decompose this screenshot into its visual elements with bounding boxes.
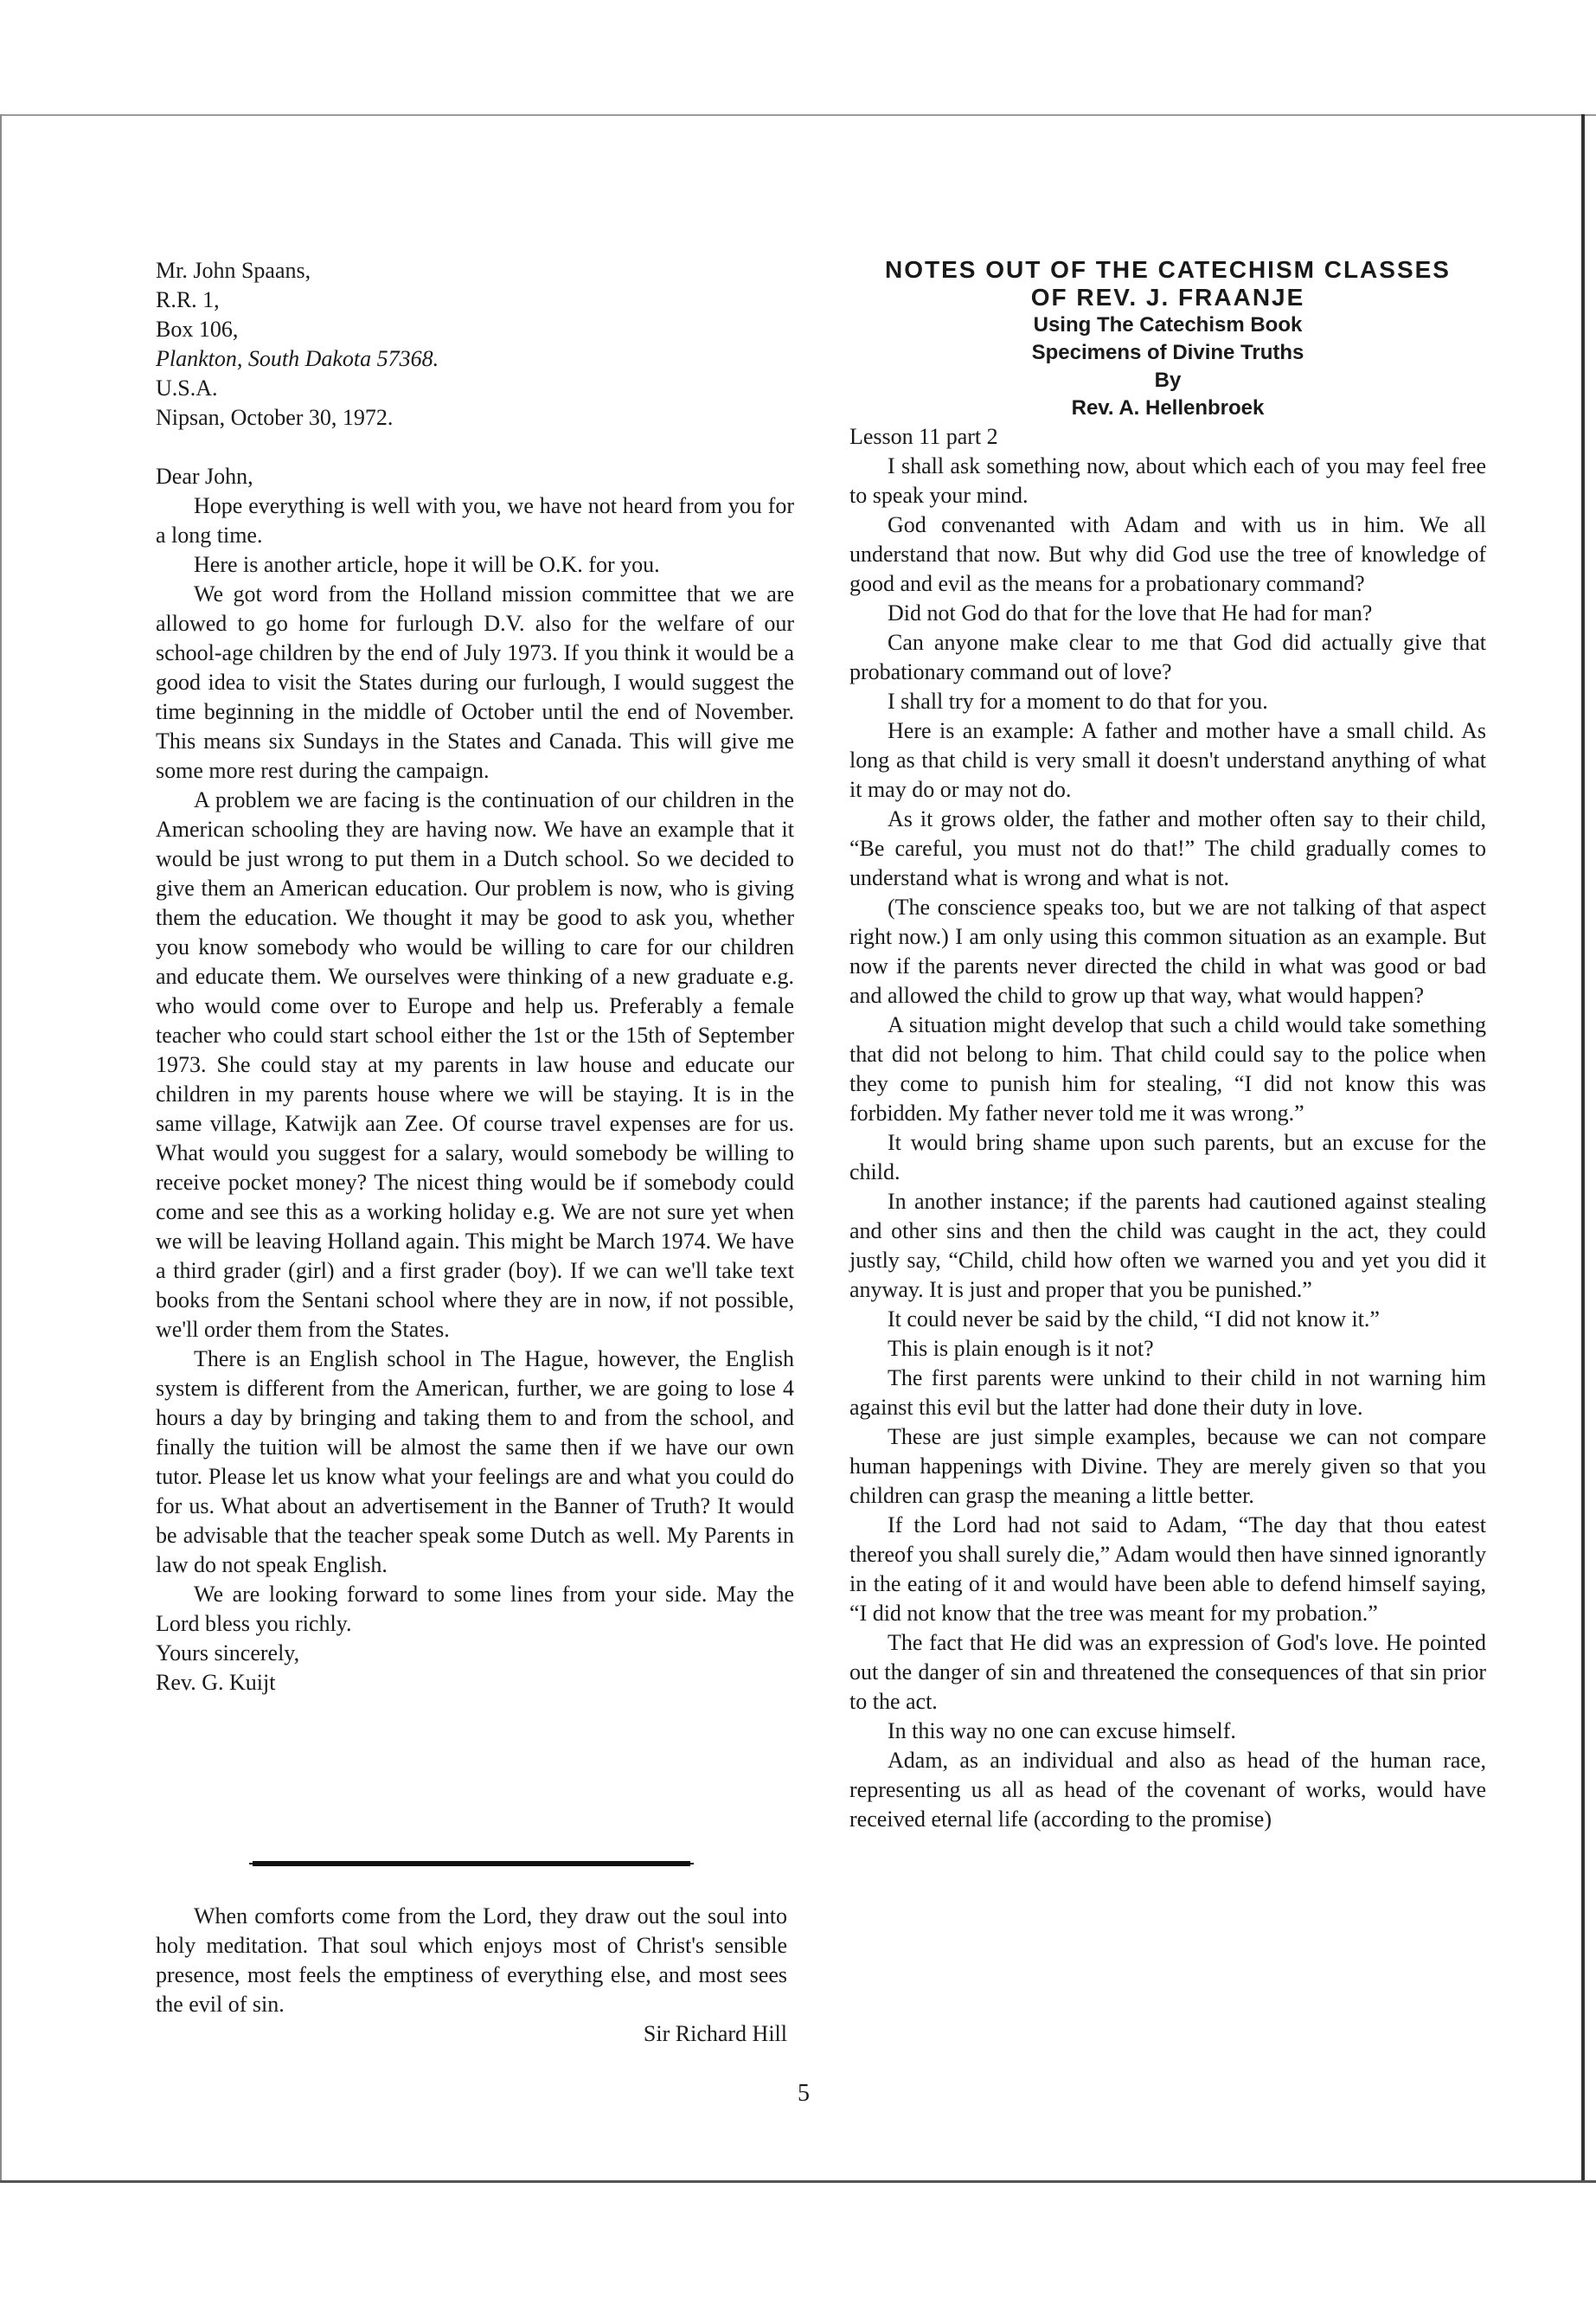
notes-paragraph: Did not God do that for the love that He had for man? xyxy=(888,600,1373,626)
notes-paragraph: Adam, as an individual and also as head of the human race, representing us all as head of the covenant of works, would have received eternal life (according to the promise) xyxy=(849,1748,1486,1832)
page-number: 5 xyxy=(798,2080,810,2107)
letter-salutation: Dear John, xyxy=(156,464,253,489)
notes-paragraph: As it grows older, the father and mother often say to their child, “Be careful, you must not do that!” The child gradually comes to understand what is wrong and what is not. xyxy=(849,806,1486,890)
notes-paragraph: The fact that He did was an expression of God's love. He pointed out the danger of sin and threatened the consequences of that sin prior to the act. xyxy=(849,1630,1486,1714)
notes-paragraph: The first parents were unkind to their child in not warning him against this evil but the latter had done their duty in love. xyxy=(849,1365,1486,1420)
notes-subtitle: By xyxy=(1154,369,1182,392)
letter-date: Nipsan, October 30, 1972. xyxy=(156,405,394,430)
notes-subtitle: Specimens of Divine Truths xyxy=(1031,341,1304,364)
notes-paragraph: This is plain enough is it not? xyxy=(888,1336,1154,1361)
notes-title: OF REV. J. FRAANJE xyxy=(1030,284,1305,311)
notes-column xyxy=(849,256,1486,1834)
address-line: Box 106, xyxy=(156,317,239,342)
notes-paragraph: These are just simple examples, because we can not compare human happenings with Divine. They are merely given so that you children can grasp the meaning a little better. xyxy=(849,1424,1486,1508)
notes-paragraph: It would bring shame upon such parents, but an excuse for the child. xyxy=(849,1130,1486,1184)
notes-title: NOTES OUT OF THE CATECHISM CLASSES xyxy=(885,256,1451,283)
notes-paragraph: I shall ask something now, about which each of you may feel free to speak your mind. xyxy=(849,453,1486,508)
address-line: R.R. 1, xyxy=(156,287,220,312)
scan-left-edge xyxy=(0,114,2,2180)
quote-block xyxy=(156,1902,787,2049)
notes-paragraph: In this way no one can excuse himself. xyxy=(888,1718,1236,1743)
notes-paragraph: God convenanted with Adam and with us in him. We all understand that now. But why did God use the tree of knowledge of good and evil as the means for a probationary command? xyxy=(849,512,1486,596)
letter-paragraph: There is an English school in The Hague, however, the English system is different from the American, further, we are going to lose 4 hours a day by bringing and taking them to and from the school, and finally the tuition will be almost the same then if we have our own tutor. Please let us know what your feelings are and what you could do for us. What about an advertisement in the Banner of Truth? It would be advisable that the teacher speak some Dutch as well. My Parents in law do not speak English. xyxy=(156,1346,794,1577)
address-line: Mr. John Spaans, xyxy=(156,258,311,283)
letter-paragraph: Here is another article, hope it will be O.K. for you. xyxy=(194,552,660,577)
lesson-label: Lesson 11 part 2 xyxy=(849,424,998,449)
notes-author: Rev. A. Hellenbroek xyxy=(1071,396,1265,420)
address-line: Plankton, South Dakota 57368. xyxy=(156,346,439,371)
letter-address xyxy=(156,256,794,433)
letter-closing: Yours sincerely, xyxy=(156,1640,300,1665)
letter-paragraph: We are looking forward to some lines from your side. May the Lord bless you richly. xyxy=(156,1582,794,1636)
quote-text: When comforts come from the Lord, they draw out the soul into holy meditation. That soul which enjoys most of Christ's sensible presence, most feels the emptiness of everything else, and most sees the evil of sin. xyxy=(156,1903,787,2017)
notes-paragraph: I shall try for a moment to do that for you. xyxy=(888,689,1268,714)
address-line: U.S.A. xyxy=(156,375,218,401)
scan-bottom-margin xyxy=(0,2180,1596,2304)
notes-paragraph: If the Lord had not said to Adam, “The day that thou eatest thereof you shall surely die,” Adam would then have sinned ignorantly in the eating of it and would have been able to defend himself saying, “I did not know that the tree was meant for my probation.” xyxy=(849,1512,1486,1626)
quote-author: Sir Richard Hill xyxy=(643,2021,787,2046)
notes-paragraph: Can anyone make clear to me that God did actually give that probationary command out of love? xyxy=(849,630,1486,684)
notes-paragraph: (The conscience speaks too, but we are not talking of that aspect right now.) I am only using this common situation as an example. But now if the parents never directed the child in what was good or bad and allowed the child to grow up that way, what would happen? xyxy=(849,895,1486,1008)
notes-paragraph: In another instance; if the parents had cautioned against stealing and other sins and then the child was caught in the act, they could justly say, “Child, child how often we warned you and yet you did it anyway. It is just and proper that you be punished.” xyxy=(849,1189,1486,1302)
letter-column xyxy=(156,256,794,1698)
scan-right-edge xyxy=(1581,114,1585,2180)
notes-paragraph: A situation might develop that such a child would take something that did not belong to him. That child could say to the police when they come to punish him for stealing, “I did not know this was forbidden. My father never told me it was wrong.” xyxy=(849,1012,1486,1126)
letter-paragraph: Hope everything is well with you, we have not heard from you for a long time. xyxy=(156,493,794,548)
notes-subtitle: Using The Catechism Book xyxy=(1033,313,1303,337)
notes-paragraph: It could never be said by the child, “I did not know it.” xyxy=(888,1306,1380,1332)
notes-heading xyxy=(849,256,1486,422)
notes-paragraph: Here is an example: A father and mother have a small child. As long as that child is very small it doesn't understand anything of what it may do or may not do. xyxy=(849,718,1486,802)
section-divider xyxy=(253,1861,690,1866)
letter-signature: Rev. G. Kuijt xyxy=(156,1670,276,1695)
letter-paragraph: We got word from the Holland mission committee that we are allowed to go home for furlough D.V. also for the welfare of our school-age children by the end of July 1973. If you think it would be a good idea to visit the States during our furlough, I would suggest the time beginning in the middle of October until the end of November. This means six Sundays in the States and Canada. This will give me some more rest during the campaign. xyxy=(156,581,794,783)
letter-paragraph: A problem we are facing is the continuation of our children in the American schooling they are having now. We have an example that it would be just wrong to put them in a Dutch school. So we decided to give them an American education. Our problem is now, who is giving them the education. We thought it may be good to ask you, whether you know somebody who would be willing to care for our children and educate them. We ourselves were thinking of a new graduate e.g. who would come over to Europe and help us. Preferably a female teacher who could start school either the 1st or the 15th of September 1973. She could stay at my parents in law house and educate our children in my parents house where we will be staying. It is in the same village, Katwijk aan Zee. Of course travel expenses are for us. What would you suggest for a salary, would somebody be willing to receive pocket money? The nicest thing would be if somebody could come and see this as a working holiday e.g. We are not sure yet when we will be leaving Holland again. This might be March 1974. We have a third grader (girl) and a first grader (boy). If we can we'll take text books from the Sentani school where they are in now, if not possible, we'll order them from the States. xyxy=(156,787,794,1342)
scan-top-margin xyxy=(0,0,1596,116)
